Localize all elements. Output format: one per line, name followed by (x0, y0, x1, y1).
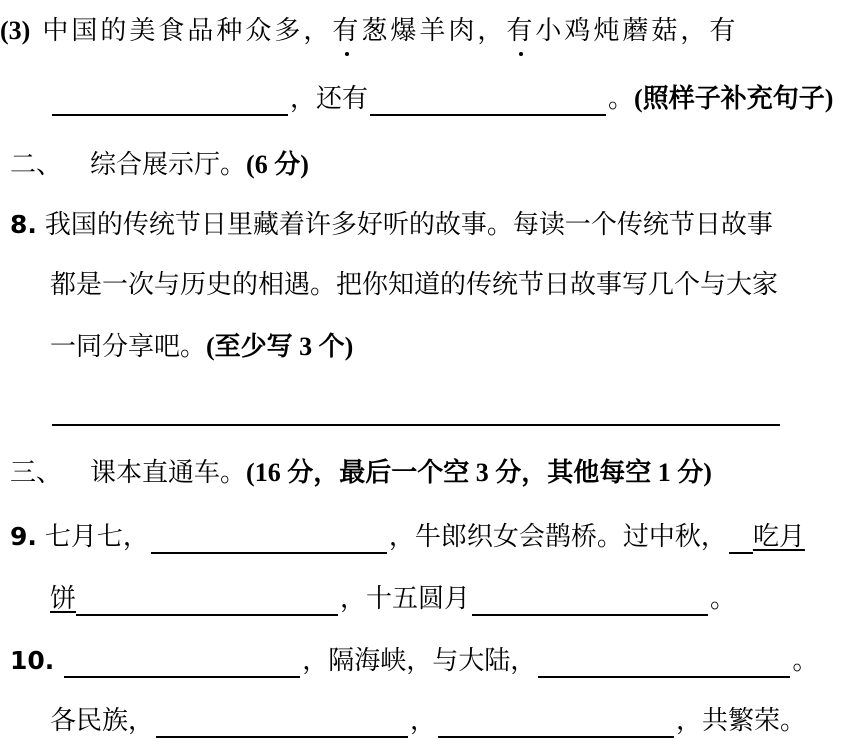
q9-answer-lead (729, 524, 753, 554)
section-3-heading (10, 456, 712, 490)
q10-text-a: ，隔海峡，与大陆， (302, 646, 537, 676)
q3-text-e: 。 (608, 84, 635, 114)
q10-line-1 (10, 644, 818, 678)
q8-label: 8 (10, 210, 28, 239)
q8-line-1 (10, 208, 773, 242)
q8-text-2: 都是一次与历史的相遇。把你知道的传统节日故事写几个与大家 (50, 270, 779, 300)
q3-label: (3) (0, 16, 31, 45)
q9-text-b: ，牛郎织女会鹊桥。过中秋， (388, 522, 727, 552)
q10-blank-4[interactable] (438, 708, 674, 738)
section-2-heading (10, 148, 309, 182)
q8-line-2 (50, 268, 778, 302)
q9-text-a: 七月七， (44, 522, 149, 552)
q8-note: (至少写 3 个) (206, 332, 354, 361)
q10-line-2 (50, 704, 806, 738)
q9-line-2 (50, 582, 736, 616)
q10-dot: . (44, 646, 55, 675)
q8-text-1: 我国的传统节日里藏着许多好听的故事。每读一个传统节日故事 (44, 210, 773, 240)
q9-blank-3[interactable] (472, 586, 708, 616)
section-2-title: 综合展示厅。 (90, 150, 247, 180)
section-3-points: (16 分，最后一个空 3 分，其他每空 1 分) (246, 458, 712, 487)
q9-dot: . (27, 522, 37, 551)
q3-text-a: 中国的美食品种众多， (42, 16, 333, 46)
q9-line-1 (10, 520, 805, 554)
q10-text-e: ，共繁荣。 (676, 706, 807, 736)
section-2-number: 二、 (10, 150, 63, 180)
q9-text-c: ，十五圆月 (340, 584, 471, 614)
q3-line-1 (0, 14, 738, 48)
q10-text-d: ， (410, 706, 437, 736)
q3-blank-2[interactable] (370, 86, 606, 116)
q3-text-c: 小鸡炖蘑菇，有 (535, 16, 739, 46)
q10-label: 10 (10, 646, 45, 675)
q3-blank-1[interactable] (52, 86, 288, 116)
q3-text-d: ，还有 (290, 84, 369, 114)
q8-line-3 (50, 330, 353, 364)
q10-text-c: 各民族， (50, 706, 155, 736)
q9-blank-2[interactable] (76, 586, 338, 616)
q9-text-d: 。 (710, 584, 737, 614)
q10-blank-1[interactable] (64, 648, 300, 678)
q10-blank-2[interactable] (538, 648, 790, 678)
q10-blank-3[interactable] (156, 708, 408, 738)
q3-text-b: 葱爆羊肉， (361, 16, 507, 46)
section-2-points: (6 分) (246, 150, 309, 179)
q9-blank-1[interactable] (151, 524, 387, 554)
q3-dotted-char-1: 有 (332, 16, 362, 46)
q8-answer-blank[interactable] (52, 396, 780, 426)
q8-dot: . (27, 210, 37, 239)
q3-note: (照样子补充句子) (634, 84, 834, 113)
q9-answer-text-1: 吃月 (752, 522, 805, 552)
q8-text-3: 一同分享吧。 (50, 332, 207, 362)
section-3-title: 课本直通车。 (90, 458, 247, 488)
q9-answer-text-2: 饼 (50, 584, 77, 614)
q3-line-2 (50, 82, 833, 116)
q9-label: 9 (10, 522, 28, 551)
section-3-number: 三、 (10, 458, 63, 488)
q3-dotted-char-2: 有 (506, 16, 536, 46)
q10-text-b: 。 (792, 646, 819, 676)
